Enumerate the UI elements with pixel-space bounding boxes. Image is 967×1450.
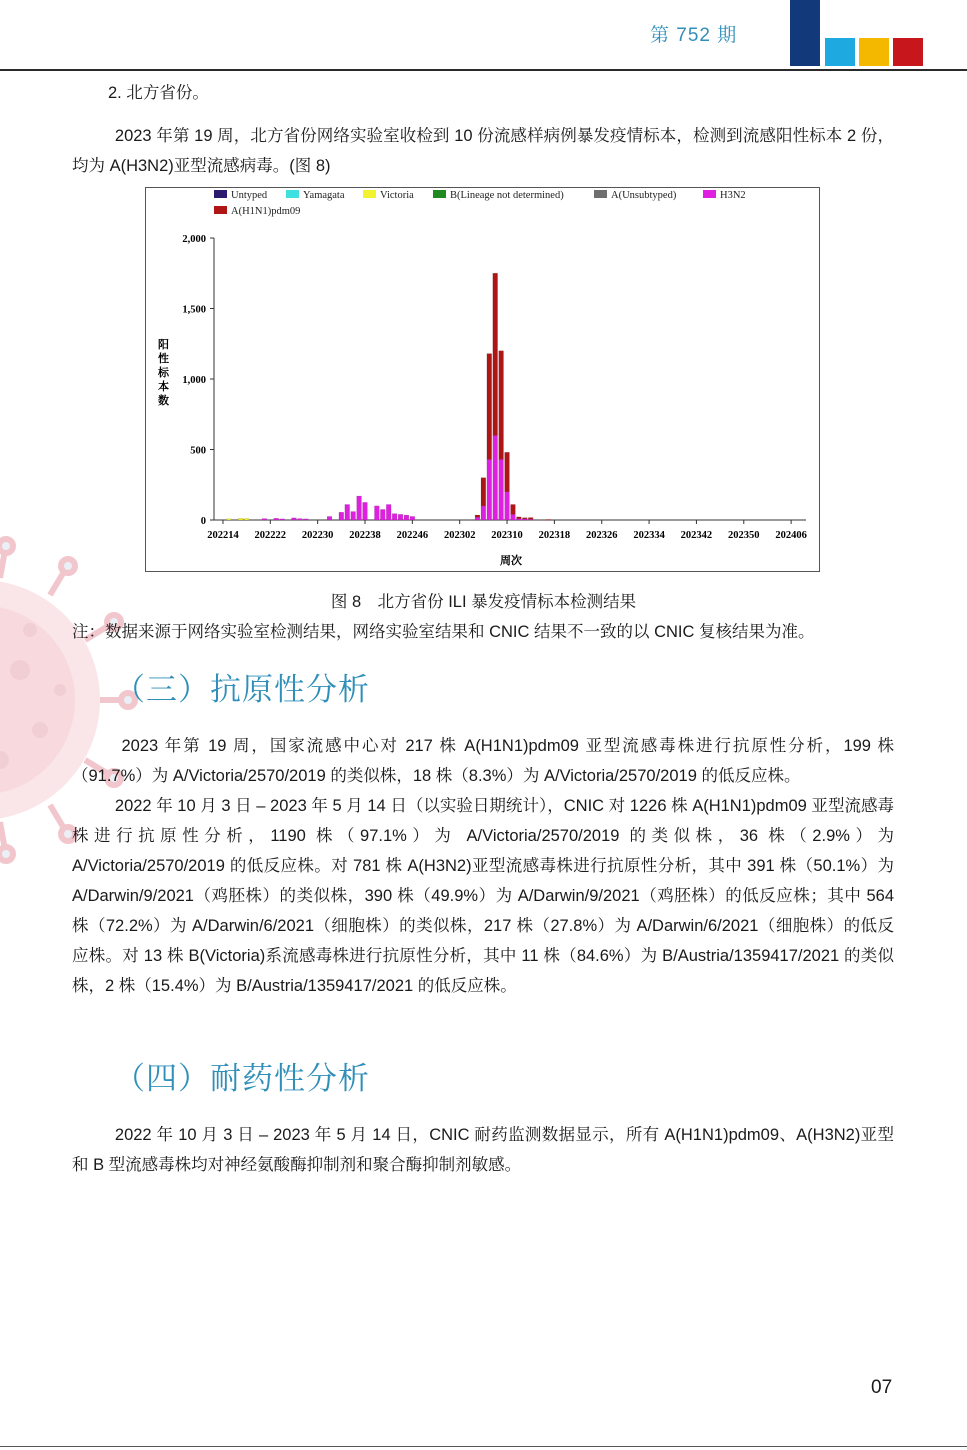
bar-segment: [262, 519, 267, 520]
legend-label: A(H1N1)pdm09: [231, 206, 301, 217]
y-tick-label: 500: [190, 445, 206, 457]
paragraph-antigenicity-2: 2022 年 10 月 3 日 – 2023 年 5 月 14 日（以实验日期统计），CNIC 对 1226 株 A(H1N1)pdm09 亚型流感毒株进行抗原性分析，1190 株（97.1%）为 A/Victoria/2570/2019 的类似株，36 株（2.9%）为 A/Victoria/2570/2019 的低反应株。对 781 株 A(H3N2)亚型流感毒株进行抗原性分析，其中 391 株（50.1%）为 A/Darwin/9/2021（鸡胚株）的类似株，390 株（49.9%）为 A/Darwin/9/2021（鸡胚株）的低反应株；其中 564 株（72.2%）为 A/Darwin/6/2021（细胞株）的类似株，217 株（27.8%）为 A/Darwin/6/2021（细胞株）的低反应株。对 13 株 B(Victoria)系流感毒株进行抗原性分析，其中 11 株（84.6%）为 B/Austria/1359417/2021 的类似株，2 株（15.4%）为 B/Austria/1359417/2021 的低反应株。: [72, 797, 894, 995]
bar-segment: [528, 518, 533, 520]
bar-segment: [511, 514, 516, 520]
bar-segment: [410, 516, 415, 520]
bar-segment: [392, 514, 397, 520]
legend-label: Untyped: [231, 190, 268, 201]
bar-segment: [292, 518, 297, 520]
y-tick-label: 1,000: [182, 375, 206, 386]
x-tick-label: 202214: [207, 530, 239, 541]
bar-segment: [380, 509, 385, 520]
y-tick-label: 1,500: [182, 304, 206, 316]
bar-segment: [374, 506, 379, 520]
bar-segment: [487, 459, 492, 520]
bar-segment: [274, 518, 279, 520]
legend-swatch: [214, 190, 227, 198]
bar-segment: [475, 517, 480, 520]
subsection-heading: 2. 北方省份。: [108, 84, 209, 102]
bar-segment: [404, 515, 409, 520]
bar-segment: [505, 452, 510, 491]
legend-label: A(Unsubtyped): [611, 190, 677, 201]
header-block-red: [893, 38, 923, 66]
bar-segment: [280, 519, 285, 520]
x-tick-label: 202230: [301, 530, 334, 541]
bar-segment: [522, 518, 527, 519]
page-number: 07: [871, 1377, 893, 1398]
x-tick-label: 202318: [538, 530, 571, 541]
header-block-navy: [790, 0, 820, 66]
legend-swatch: [703, 190, 716, 198]
section-title-antigenicity: （三）抗原性分析: [114, 672, 370, 707]
figure-caption: 图 8 北方省份 ILI 暴发疫情标本检测结果: [330, 593, 637, 611]
header-block-yellow: [859, 38, 889, 66]
bar-segment: [363, 502, 368, 520]
x-axis-label: 周次: [500, 555, 522, 567]
legend-label: Victoria: [380, 190, 414, 201]
section-title-drug-resistance: （四）耐药性分析: [114, 1061, 370, 1096]
bar-segment: [303, 519, 308, 520]
bar-segment: [238, 518, 243, 520]
bar-segment: [493, 435, 498, 520]
bar-segment: [244, 519, 249, 520]
bar-segment: [487, 354, 492, 460]
legend-swatch: [433, 190, 446, 198]
header-block-cyan: [825, 38, 855, 66]
x-tick-label: 202350: [728, 530, 760, 541]
y-tick-label: 0: [200, 516, 206, 527]
legend-swatch: [363, 190, 376, 198]
figure-note: 注：数据来源于网络实验室检测结果，网络实验室结果和 CNIC 结果不一致的以 CNIC 复核结果为准。: [72, 623, 815, 641]
issue-number: 第 752 期: [650, 25, 738, 46]
bar-segment: [481, 506, 486, 520]
bar-segment: [517, 519, 522, 520]
bar-segment: [351, 512, 356, 520]
x-tick-label: 202310: [491, 530, 523, 541]
bar-segment: [475, 515, 480, 517]
paragraph-antigenicity-1: 2023 年第 19 周，国家流感中心对 217 株 A(H1N1)pdm09 亚型流感毒株进行抗原性分析，199 株（91.7%）为 A/Victoria/2570/2019 的类似株，18 株（8.3%）为 A/Victoria/2570/2019 的低反应株。: [72, 737, 895, 785]
bar-segment: [227, 519, 232, 520]
bar-segment: [493, 273, 498, 435]
bar-segment: [339, 512, 344, 520]
bar-segment: [327, 516, 332, 520]
x-tick-label: 202302: [443, 530, 476, 541]
bar-segment: [357, 496, 362, 520]
chart: [146, 188, 819, 571]
legend-label: B(Lineage not determined): [450, 190, 564, 201]
bar-segment: [505, 492, 510, 520]
intro-paragraph: 2023 年第 19 周，北方省份网络实验室收检到 10 份流感样病例暴发疫情标本，检测到流感阳性标本 2 份，均为 A(H3N2)亚型流感病毒。(图 8): [72, 127, 894, 175]
y-tick-label: 2,000: [182, 234, 206, 245]
bar-segment: [546, 519, 551, 520]
legend-label: Yamagata: [303, 190, 345, 201]
header-rule: [0, 69, 967, 71]
x-tick-label: 202238: [349, 530, 381, 541]
x-tick-label: 202326: [585, 530, 618, 541]
bar-segment: [499, 459, 504, 520]
paragraph-drug-resistance: 2022 年 10 月 3 日 – 2023 年 5 月 14 日，CNIC 耐药监测数据显示，所有 A(H1N1)pdm09、A(H3N2)亚型和 B 型流感毒株均对神经氨酸酶抑制剂和聚合酶抑制剂敏感。: [72, 1126, 894, 1174]
bar-segment: [386, 504, 391, 520]
bar-segment: [499, 351, 504, 460]
legend-swatch: [286, 190, 299, 198]
x-tick-label: 202334: [633, 530, 665, 541]
bar-segment: [517, 517, 522, 519]
bar-segment: [298, 519, 303, 520]
legend-swatch: [214, 206, 227, 214]
x-tick-label: 202406: [775, 530, 807, 541]
bar-segment: [345, 504, 350, 520]
legend-label: H3N2: [720, 190, 746, 201]
x-tick-label: 202246: [396, 530, 429, 541]
chart-frame: [145, 187, 820, 572]
footer-rule: [0, 1446, 967, 1447]
bar-segment: [481, 478, 486, 506]
y-axis-label: 阳性标本数: [158, 339, 169, 407]
legend-swatch: [594, 190, 607, 198]
bar-segment: [511, 504, 516, 514]
x-tick-label: 202342: [680, 530, 713, 541]
bar-segment: [398, 514, 403, 520]
x-tick-label: 202222: [254, 530, 287, 541]
